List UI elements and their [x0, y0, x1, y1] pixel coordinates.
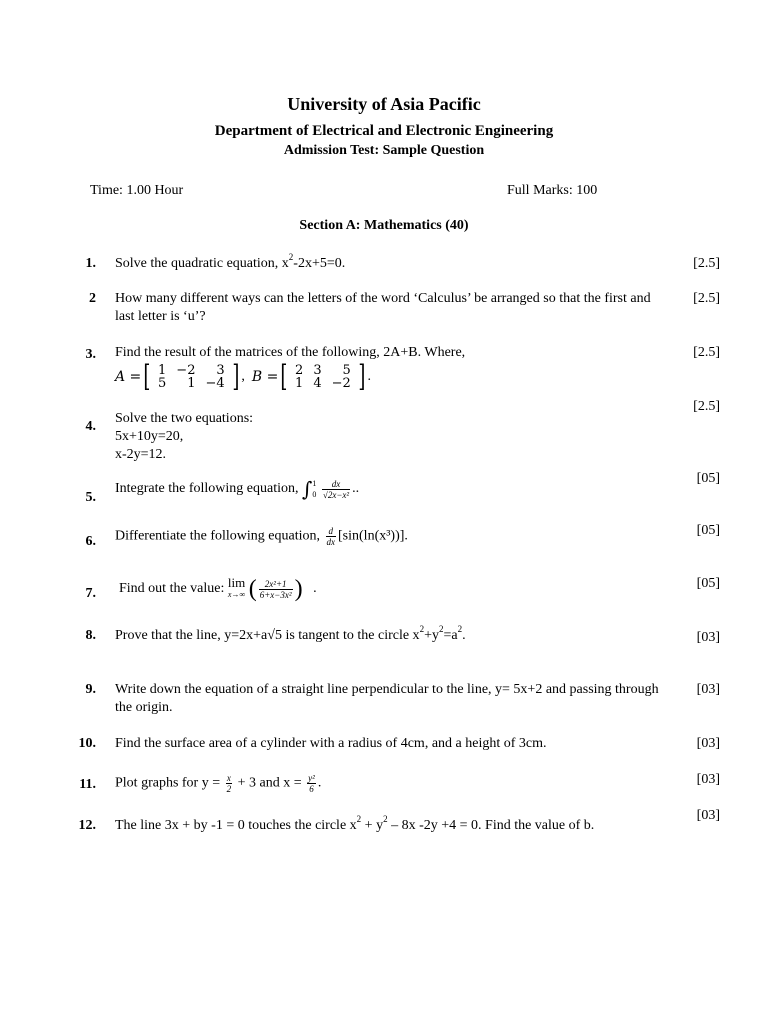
question-text: Find the surface area of a cylinder with a radius of 4cm, and a height of 3cm.: [115, 736, 547, 751]
question-text: Integrate the following equation, ∫ 1 0 $\frac{dx}{\text{√2x−x²}}$ ..: [115, 477, 360, 501]
university-title: University of Asia Pacific: [287, 94, 481, 114]
time-label: Time: 1.00 Hour: [90, 183, 184, 198]
question-text: How many different ways can the letters of the word ‘Calculus’ be arranged so that the first and last letter is ‘u’?: [115, 291, 651, 324]
question-text: Find out the value: lim x→∞ ( $\frac{\text{2x²+1}}{\text{6+x−3x²}}$ ) .: [119, 575, 317, 602]
question-number: 12.: [78, 818, 96, 833]
question-marks: [03]: [696, 772, 720, 787]
question-text: Find the result of the matrices of the following, 2A+B. Where, A = [ 1 −2 3 5 1 −4 ] , B = [ 2 3 5 1 4 −2 ] .: [115, 345, 466, 394]
question-marks: [03]: [696, 808, 720, 823]
question-number: 5.: [85, 490, 96, 505]
question-marks: [2.5]: [693, 291, 720, 306]
question-marks: [03]: [696, 630, 720, 645]
question-text: Prove that the line, y=2x+a√5 is tangent to the circle $x^2+y^2=a^2$.: [115, 624, 466, 643]
question-number: 2: [89, 291, 96, 306]
question-text: Differentiate the following equation, $\frac{d}{dx}$ [sin(ln(x³))].: [115, 526, 408, 547]
question-text: The line 3x + by -1 = 0 touches the circle $x^2 + y^2 - 8x$ -2y +4 = 0. Find the value of b.: [115, 814, 595, 833]
question-number: 6.: [85, 534, 96, 549]
question-text: Solve the quadratic equation, $x^2-2x+5=0$.: [115, 252, 346, 271]
question-number: 1.: [85, 256, 96, 271]
question-marks: [05]: [696, 576, 720, 591]
question-text: Write down the equation of a straight line perpendicular to the line, y= 5x+2 and passing through the origin.: [115, 682, 659, 715]
section-title: Section A: Mathematics (40): [299, 218, 469, 233]
question-text: Plot graphs for y = $\frac{x}{2}$ + 3 and x = $\frac{\text{y²}}{6}$ .: [115, 773, 322, 794]
question-number: 8.: [85, 628, 96, 643]
department-title: Department of Electrical and Electronic Engineering: [214, 123, 554, 139]
question-number: 4.: [85, 419, 96, 434]
question-number: 3.: [85, 347, 96, 362]
matrix-b-label: B =: [251, 369, 279, 385]
question-marks: [05]: [696, 471, 720, 486]
question-number: 9.: [85, 682, 96, 697]
question-marks: [05]: [696, 523, 720, 538]
matrix-b: [ 2 3 5 1 4 −2 ]: [280, 359, 366, 394]
question-marks: [2.5]: [693, 399, 720, 414]
question-number: 11.: [79, 777, 96, 792]
full-marks-label: Full Marks: 100: [507, 183, 598, 198]
question-marks: [03]: [696, 736, 720, 751]
matrix-a: [ 1 −2 3 5 1 −4 ]: [143, 359, 240, 394]
question-marks: [03]: [696, 682, 720, 697]
question-marks: [2.5]: [693, 345, 720, 360]
test-title: Admission Test: Sample Question: [283, 143, 485, 158]
matrix-a-label: A =: [115, 369, 142, 385]
question-text: Solve the two equations: 5x+10y=20, x-2y=12.: [115, 411, 254, 462]
question-number: 10.: [78, 736, 96, 751]
question-number: 7.: [85, 586, 96, 601]
question-marks: [2.5]: [693, 256, 720, 271]
